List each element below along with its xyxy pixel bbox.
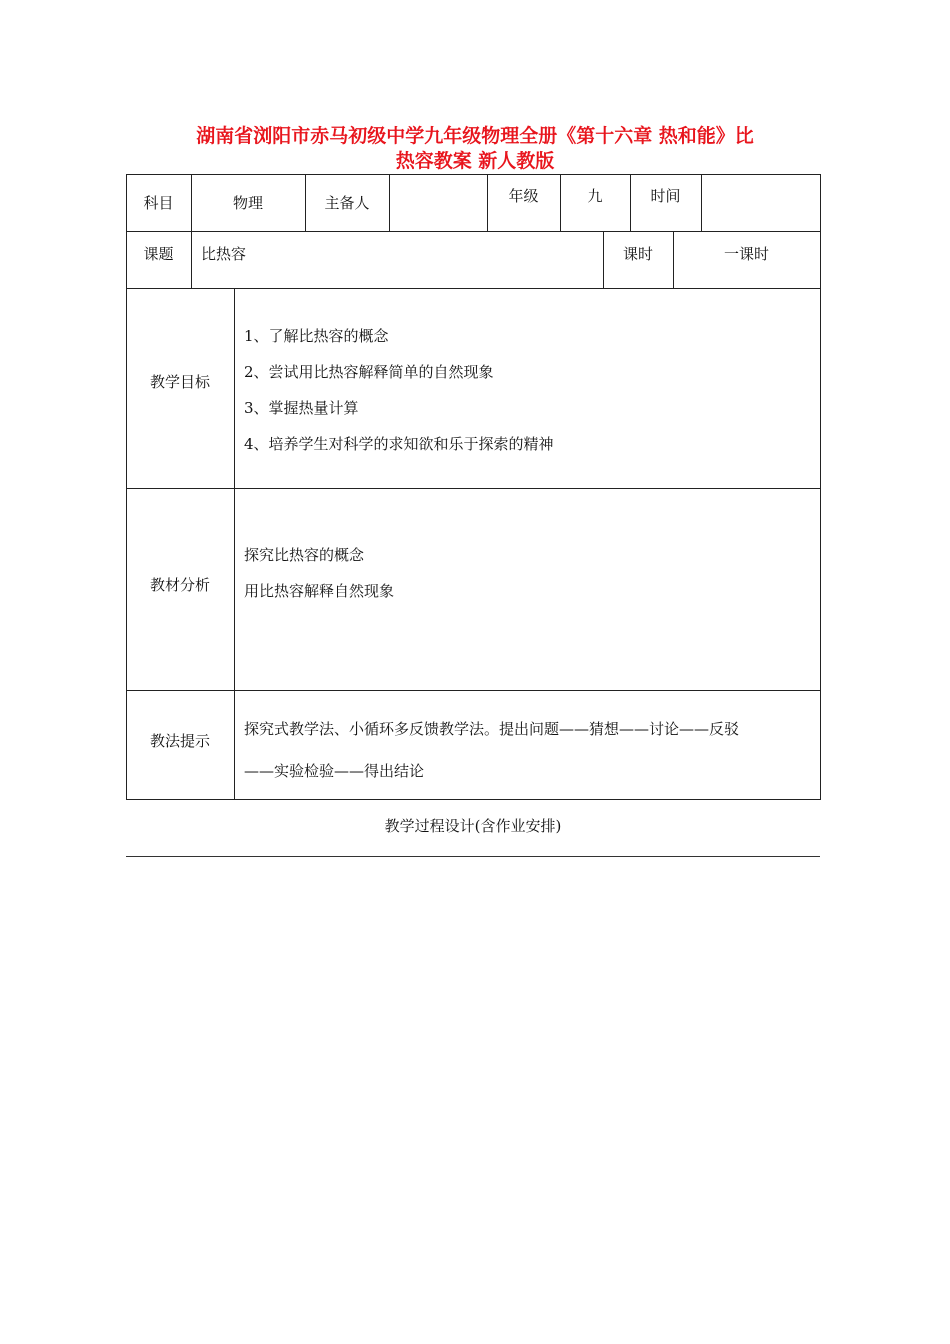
document-title [130,124,820,174]
objective-item: 3、掌握热量计算 [244,399,359,417]
grade-value: 九 [587,187,603,205]
analysis-list [244,537,814,609]
objective-item: 4、培养学生对科学的求知欲和乐于探索的精神 [244,435,554,453]
analysis-item: 用比热容解释自然现象 [244,582,395,600]
analysis-label: 教材分析 [149,576,210,594]
col-divider [234,288,235,799]
row-divider [126,690,821,691]
objectives-list [244,318,814,462]
period-label: 课时 [622,245,653,263]
process-divider-line [126,856,820,857]
row-divider [126,231,821,232]
methods-text [244,708,814,792]
objective-item: 2、尝试用比热容解释简单的自然现象 [244,363,494,381]
col-divider [389,174,390,231]
topic-value: 比热容 [201,245,247,263]
topic-label: 课题 [143,245,174,263]
row-divider [126,488,821,489]
table-border-right [820,174,821,800]
preparer-label: 主备人 [324,194,370,212]
time-label: 时间 [650,187,681,205]
table-border-left [126,174,127,800]
process-design-title: 教学过程设计(含作业安排) [384,817,562,835]
analysis-item: 探究比热容的概念 [244,546,365,564]
subject-label: 科目 [143,194,174,212]
col-divider [191,231,192,288]
objective-item: 1、了解比热容的概念 [244,327,389,345]
table-border-top [126,174,821,175]
subject-value: 物理 [232,194,263,212]
row-divider [126,288,821,289]
grade-label: 年级 [508,187,539,205]
document-title-line1: 湖南省浏阳市赤马初级中学九年级物理全册《第十六章 热和能》比 [196,125,754,147]
methods-line: ——实验检验——得出结论 [244,762,425,780]
document-title-line2: 热容教案 新人教版 [395,150,555,172]
col-divider [701,174,702,231]
methods-line: 探究式教学法、小循环多反馈教学法。提出问题——猜想——讨论——反驳 [244,720,740,738]
methods-label: 教法提示 [149,732,210,750]
table-border-bottom [126,799,821,800]
period-value: 一课时 [723,245,769,263]
objectives-label: 教学目标 [149,373,210,391]
